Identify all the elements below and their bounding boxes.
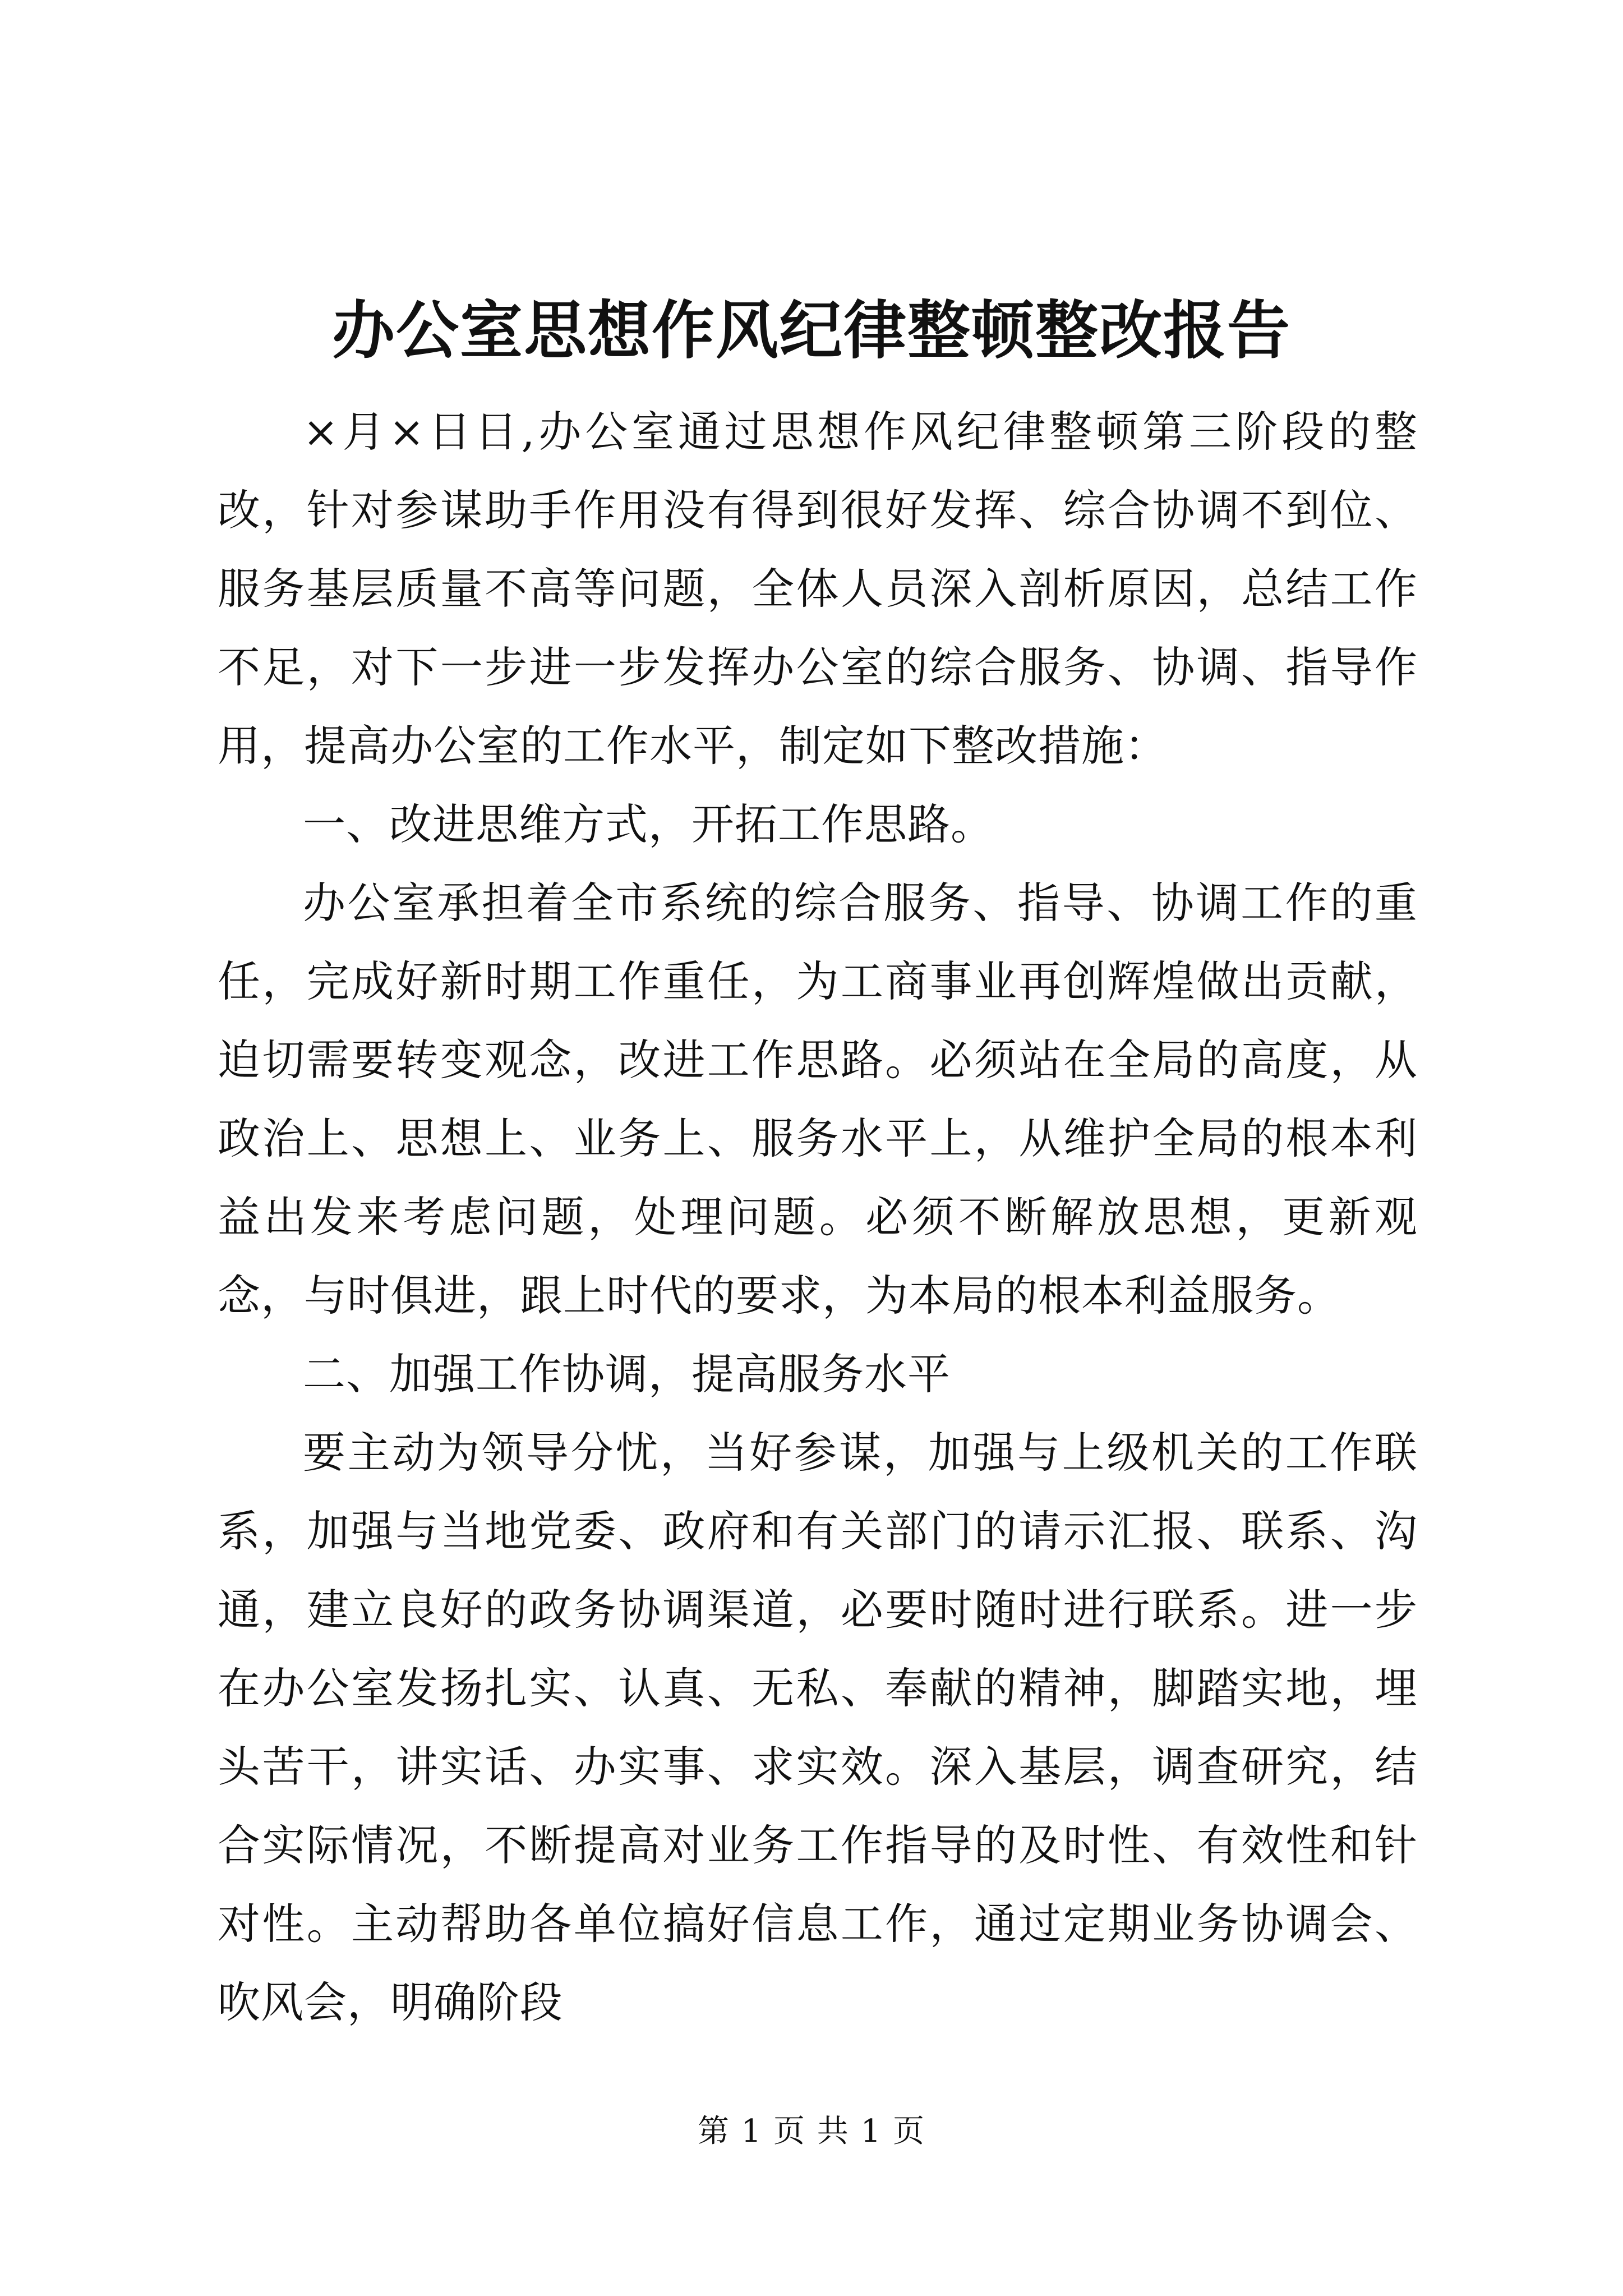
page-footer: 第 1 页 共 1 页 xyxy=(697,2113,926,2150)
section-heading-1: 一、改进思维方式，开拓工作思路。 xyxy=(303,799,994,849)
paragraph-section-2: 要主动为领导分忧，当好参谋，加强与上级机关的工作联系，加强与当地党委、政府和有关部门的请示汇报、联系、沟通，建立良好的政务协调渠道，必要时随时进行联系。进一步在办公室发扬扎实、认真、无私、奉献的精神，脚踏实地，埋头苦干，讲实话、办实事、求实效。深入基层，调查研究，结合实际情况，不断提高对业务工作指导的及时性、有效性和针对性。主动帮助各单位搞好信息工作，通过定期业务协调会、吹风会，明确阶段 xyxy=(218,1428,1418,2027)
section-heading-2: 二、加强工作协调，提高服务水平 xyxy=(303,1349,951,1399)
document-title: 办公室思想作风纪律整顿整改报告 xyxy=(332,294,1291,367)
paragraph-section-1: 办公室承担着全市系统的综合服务、指导、协调工作的重任，完成好新时期工作重任，为工商事业再创辉煌做出贡献，迫切需要转变观念，改进工作思路。必须站在全局的高度，从政治上、思想上、业务上、服务水平上，从维护全局的根本利益出发来考虑问题，处理问题。必须不断解放思想，更新观念，与时俱进，跟上时代的要求，为本局的根本利益服务。 xyxy=(218,878,1418,1320)
paragraph-intro: ×月×日日,办公室通过思想作风纪律整顿第三阶段的整改，针对参谋助手作用没有得到很好发挥、综合协调不到位、服务基层质量不高等问题，全体人员深入剖析原因，总结工作不足，对下一步进一步发挥办公室的综合服务、协调、指导作用，提高办公室的工作水平，制定如下整改措施： xyxy=(218,407,1418,771)
document-body xyxy=(218,393,1418,2042)
